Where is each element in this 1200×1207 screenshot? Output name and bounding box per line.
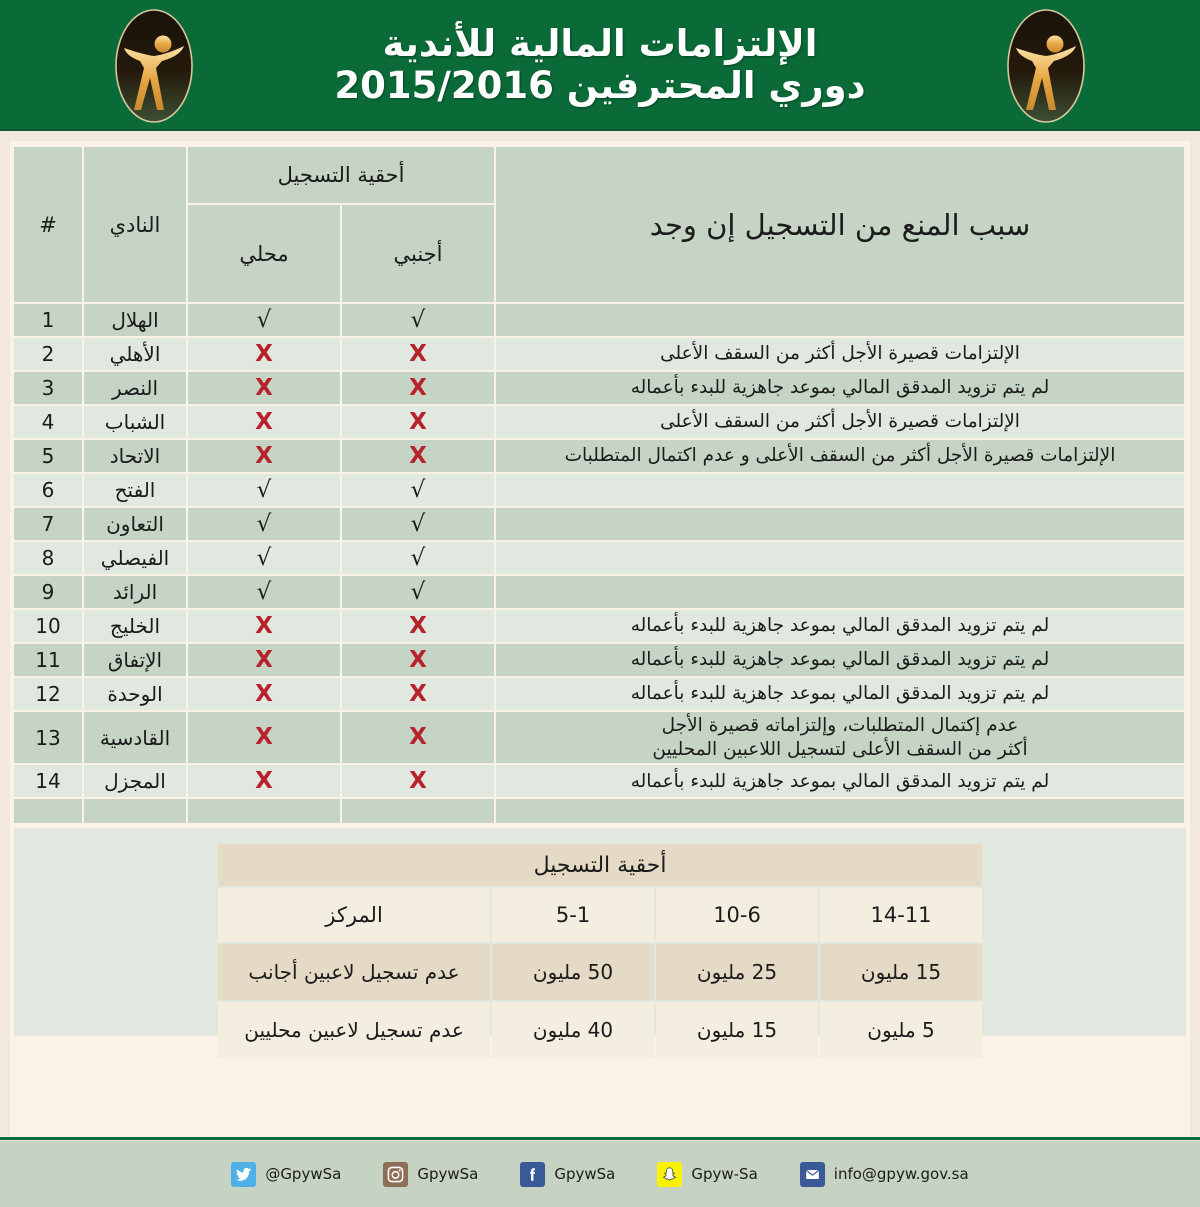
cell-empty xyxy=(14,799,82,823)
table-row xyxy=(14,474,1184,506)
cell-row-number: 10 xyxy=(14,610,82,642)
table-row xyxy=(14,304,1184,336)
title-line-2: دوري المحترفين 2015/2016 xyxy=(334,63,866,107)
footer-item-snapchat[interactable] xyxy=(657,1162,757,1187)
cell-local-mark: X xyxy=(188,712,340,763)
cell-cap-range1: 50 مليون xyxy=(492,944,654,1000)
cell-cap-range2: 25 مليون xyxy=(656,944,818,1000)
cell-row-number: 9 xyxy=(14,576,82,608)
table-row xyxy=(14,542,1184,574)
cell-reason: الإلتزامات قصيرة الأجل أكثر من السقف الأعلى xyxy=(496,338,1184,370)
table-row xyxy=(14,712,1184,763)
cell-reason xyxy=(496,508,1184,540)
cell-club-name: الفيصلي xyxy=(84,542,186,574)
cell-reason xyxy=(496,304,1184,336)
cell-row-number: 13 xyxy=(14,712,82,763)
cell-row-number: 7 xyxy=(14,508,82,540)
cell-local-mark: X xyxy=(188,610,340,642)
cell-local-mark: X xyxy=(188,372,340,404)
inner-frame xyxy=(10,141,1190,1136)
cell-club-name: التعاون xyxy=(84,508,186,540)
snapchat-icon[interactable] xyxy=(657,1162,682,1187)
cell-foreign-mark: X xyxy=(342,644,494,676)
cell-row-number: 5 xyxy=(14,440,82,472)
logo-icon xyxy=(992,6,1100,126)
cell-row-number: 4 xyxy=(14,406,82,438)
cell-foreign-mark: X xyxy=(342,678,494,710)
registration-caps-table xyxy=(216,842,984,1060)
footer-item-facebook[interactable] xyxy=(520,1162,615,1187)
cell-reason: لم يتم تزويد المدقق المالي بموعد جاهزية للبدء بأعماله xyxy=(496,644,1184,676)
summary-body xyxy=(218,944,982,1058)
cell-row-number: 14 xyxy=(14,765,82,797)
cell-club-name: الإتفاق xyxy=(84,644,186,676)
summary-header-range1: 5-1 xyxy=(492,888,654,942)
cell-foreign-mark: √ xyxy=(342,542,494,574)
cell-row-number: 11 xyxy=(14,644,82,676)
mail-icon[interactable] xyxy=(800,1162,825,1187)
facebook-icon[interactable] xyxy=(520,1162,545,1187)
header-club: النادي xyxy=(84,147,186,302)
cell-foreign-mark: X xyxy=(342,440,494,472)
cell-cap-range3: 5 مليون xyxy=(820,1002,982,1058)
summary-head xyxy=(218,844,982,942)
cell-local-mark: X xyxy=(188,338,340,370)
table-row xyxy=(14,406,1184,438)
header-registration-group: أحقية التسجيل xyxy=(188,147,494,203)
table-row xyxy=(14,508,1184,540)
table-row-blank xyxy=(14,799,1184,823)
club-obligations-table xyxy=(12,145,1186,825)
cell-local-mark: X xyxy=(188,644,340,676)
twitter-icon[interactable] xyxy=(231,1162,256,1187)
cell-row-number: 6 xyxy=(14,474,82,506)
cell-local-mark: √ xyxy=(188,576,340,608)
cell-row-number: 2 xyxy=(14,338,82,370)
cell-local-mark: X xyxy=(188,678,340,710)
cell-reason: عدم إكتمال المتطلبات، وإلتزاماته قصيرة الأجل أكثر من السقف الأعلى لتسجيل اللاعبين المحليين xyxy=(496,712,1184,763)
cell-row-number: 12 xyxy=(14,678,82,710)
social-footer xyxy=(0,1141,1200,1207)
cell-club-name: الهلال xyxy=(84,304,186,336)
cell-reason xyxy=(496,576,1184,608)
footer-item-instagram[interactable] xyxy=(383,1162,478,1187)
cell-empty xyxy=(84,799,186,823)
summary-header-row xyxy=(218,888,982,942)
footer-item-label: GpywSa xyxy=(554,1165,616,1183)
cell-club-name: النصر xyxy=(84,372,186,404)
cell-cap-label: عدم تسجيل لاعبين أجانب xyxy=(218,944,490,1000)
cell-club-name: الأهلي xyxy=(84,338,186,370)
title-line-1: الإلتزامات المالية للأندية xyxy=(382,22,818,66)
page-title xyxy=(334,23,865,106)
footer-item-label: @GpywSa xyxy=(265,1165,342,1183)
header-row-1 xyxy=(14,147,1184,203)
header-foreign: أجنبي xyxy=(342,205,494,302)
cell-cap-range1: 40 مليون xyxy=(492,1002,654,1058)
footer-item-twitter[interactable] xyxy=(231,1162,341,1187)
cell-reason: الإلتزامات قصيرة الأجل أكثر من السقف الأعلى xyxy=(496,406,1184,438)
cell-club-name: الرائد xyxy=(84,576,186,608)
cell-cap-label: عدم تسجيل لاعبين محليين xyxy=(218,1002,490,1058)
summary-title: أحقية التسجيل xyxy=(218,844,982,886)
cell-empty xyxy=(188,799,340,823)
cell-club-name: الفتح xyxy=(84,474,186,506)
cell-row-number: 3 xyxy=(14,372,82,404)
header-reason: سبب المنع من التسجيل إن وجد xyxy=(496,147,1184,302)
cell-reason xyxy=(496,474,1184,506)
table-row xyxy=(14,576,1184,608)
cell-foreign-mark: X xyxy=(342,712,494,763)
table-head xyxy=(14,147,1184,302)
cell-local-mark: √ xyxy=(188,474,340,506)
summary-header-label: المركز xyxy=(218,888,490,942)
cell-foreign-mark: √ xyxy=(342,576,494,608)
cell-foreign-mark: √ xyxy=(342,474,494,506)
summary-header-range2: 10-6 xyxy=(656,888,818,942)
cell-local-mark: X xyxy=(188,406,340,438)
cell-reason: لم يتم تزويد المدقق المالي بموعد جاهزية للبدء بأعماله xyxy=(496,765,1184,797)
cell-foreign-mark: X xyxy=(342,372,494,404)
cell-foreign-mark: X xyxy=(342,406,494,438)
cell-local-mark: √ xyxy=(188,542,340,574)
cell-club-name: المجزل xyxy=(84,765,186,797)
footer-item-label: Gpyw-Sa xyxy=(691,1165,758,1183)
cell-foreign-mark: X xyxy=(342,338,494,370)
cell-reason: لم يتم تزويد المدقق المالي بموعد جاهزية للبدء بأعماله xyxy=(496,372,1184,404)
page-header xyxy=(0,0,1200,131)
footer-item-mail[interactable] xyxy=(800,1162,969,1187)
table-row xyxy=(14,440,1184,472)
cell-reason: لم يتم تزويد المدقق المالي بموعد جاهزية للبدء بأعماله xyxy=(496,678,1184,710)
table-row xyxy=(14,338,1184,370)
summary-row xyxy=(218,944,982,1000)
summary-panel xyxy=(14,828,1186,1043)
instagram-icon[interactable] xyxy=(383,1162,408,1187)
table-row xyxy=(14,372,1184,404)
cell-club-name: الاتحاد xyxy=(84,440,186,472)
cell-row-number: 8 xyxy=(14,542,82,574)
cell-club-name: الخليج xyxy=(84,610,186,642)
table-body xyxy=(14,304,1184,823)
cell-empty xyxy=(496,799,1184,823)
cell-foreign-mark: X xyxy=(342,610,494,642)
footer-item-label: GpywSa xyxy=(417,1165,479,1183)
cell-local-mark: √ xyxy=(188,304,340,336)
cell-empty xyxy=(342,799,494,823)
cell-local-mark: X xyxy=(188,765,340,797)
cell-local-mark: √ xyxy=(188,508,340,540)
gpyw-logo-left xyxy=(100,6,208,126)
cell-reason: الإلتزامات قصيرة الأجل أكثر من السقف الأعلى و عدم اكتمال المتطلبات xyxy=(496,440,1184,472)
table-row xyxy=(14,644,1184,676)
cell-club-name: القادسية xyxy=(84,712,186,763)
cell-row-number: 1 xyxy=(14,304,82,336)
cell-foreign-mark: √ xyxy=(342,508,494,540)
cell-reason: لم يتم تزويد المدقق المالي بموعد جاهزية للبدء بأعماله xyxy=(496,610,1184,642)
table-row xyxy=(14,610,1184,642)
cell-reason xyxy=(496,542,1184,574)
table-row xyxy=(14,765,1184,797)
cell-foreign-mark: X xyxy=(342,765,494,797)
cell-cap-range2: 15 مليون xyxy=(656,1002,818,1058)
gpyw-logo-right xyxy=(992,6,1100,126)
summary-row xyxy=(218,1002,982,1058)
header-number: # xyxy=(14,147,82,302)
cell-foreign-mark: √ xyxy=(342,304,494,336)
cell-local-mark: X xyxy=(188,440,340,472)
summary-title-row xyxy=(218,844,982,886)
footer-item-label: info@gpyw.gov.sa xyxy=(833,1165,969,1183)
header-local: محلي xyxy=(188,205,340,302)
table-row xyxy=(14,678,1184,710)
summary-header-range3: 14-11 xyxy=(820,888,982,942)
cell-club-name: الشباب xyxy=(84,406,186,438)
cell-club-name: الوحدة xyxy=(84,678,186,710)
logo-icon xyxy=(100,6,208,126)
page-body xyxy=(0,131,1200,1136)
cell-cap-range3: 15 مليون xyxy=(820,944,982,1000)
